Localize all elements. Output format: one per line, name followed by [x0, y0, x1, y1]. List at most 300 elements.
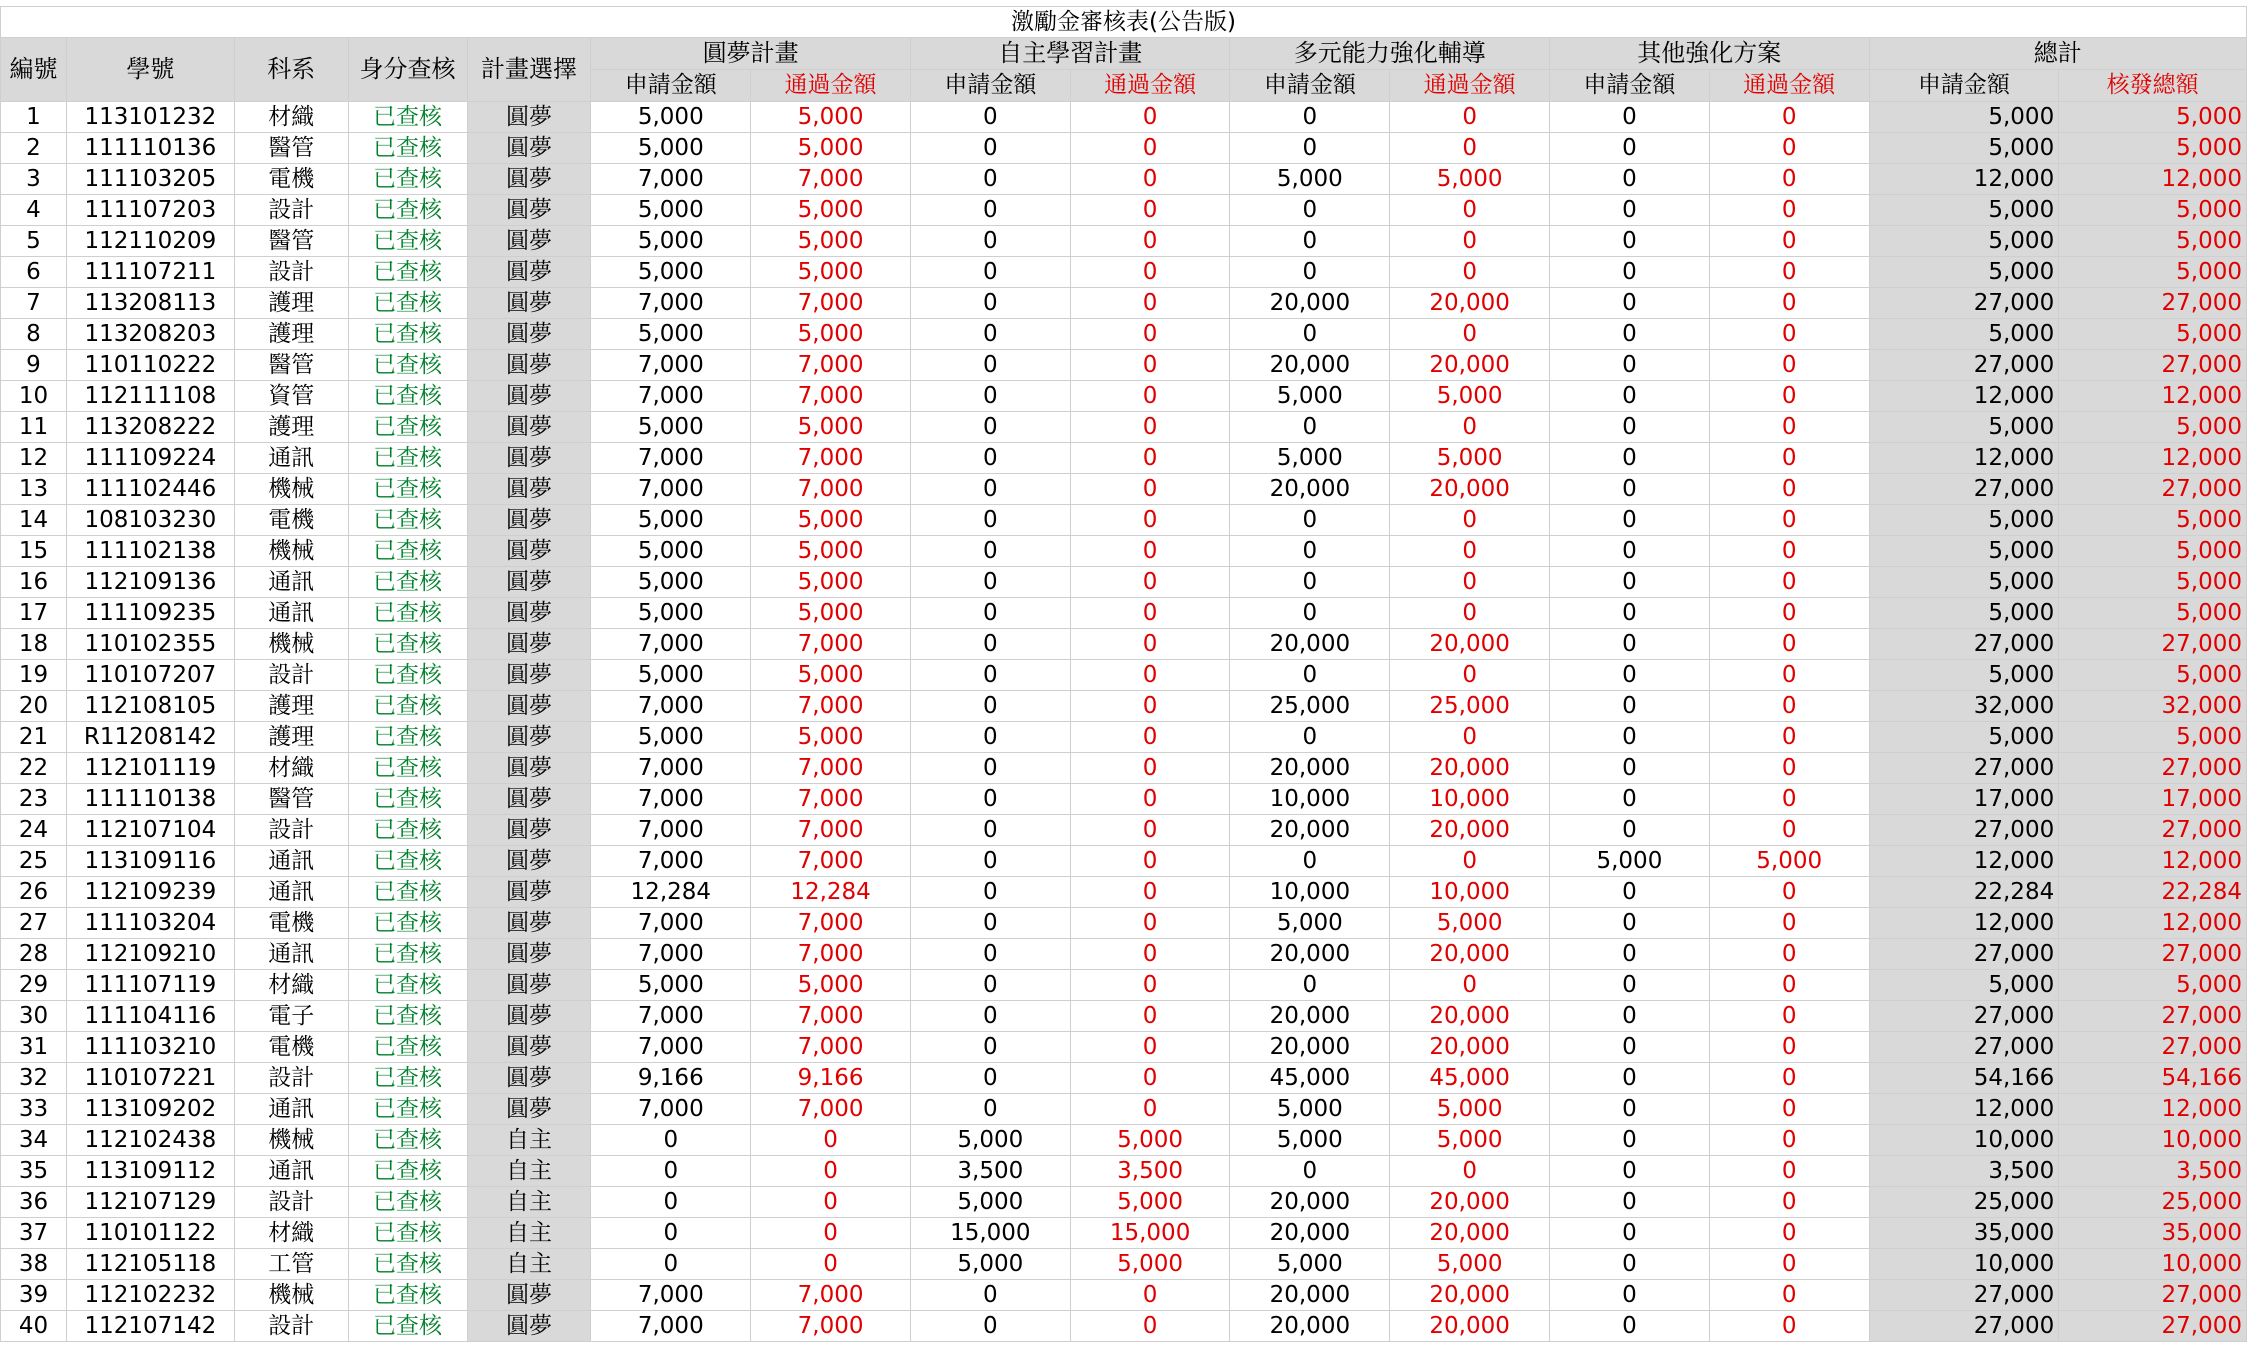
cell-plan-choice: 圓夢 — [467, 691, 591, 722]
cell-self-approved: 0 — [1070, 474, 1230, 505]
cell-multi-approved: 20,000 — [1390, 350, 1550, 381]
cell-dream-apply: 7,000 — [591, 784, 751, 815]
cell-total-apply: 27,000 — [1869, 1001, 2059, 1032]
cell-dream-apply: 7,000 — [591, 443, 751, 474]
cell-identity-check: 已查核 — [348, 970, 467, 1001]
cell-student-id: 113208222 — [66, 412, 234, 443]
cell-self-approved: 0 — [1070, 939, 1230, 970]
cell-no: 20 — [1, 691, 67, 722]
cell-no: 13 — [1, 474, 67, 505]
cell-other-approved: 0 — [1709, 1032, 1869, 1063]
table-row — [1, 288, 2247, 319]
cell-self-approved: 0 — [1070, 1311, 1230, 1342]
cell-self-apply: 0 — [910, 536, 1070, 567]
cell-other-approved: 0 — [1709, 195, 1869, 226]
cell-multi-approved: 0 — [1390, 598, 1550, 629]
cell-dream-apply: 7,000 — [591, 691, 751, 722]
cell-total-issued: 5,000 — [2059, 257, 2247, 288]
cell-total-issued: 10,000 — [2059, 1249, 2247, 1280]
cell-student-id: 111102138 — [66, 536, 234, 567]
subheader-approved: 通過金額 — [751, 70, 911, 102]
cell-identity-check: 已查核 — [348, 846, 467, 877]
cell-identity-check: 已查核 — [348, 598, 467, 629]
cell-total-issued: 5,000 — [2059, 226, 2247, 257]
cell-dream-approved: 5,000 — [751, 598, 911, 629]
cell-dream-approved: 7,000 — [751, 1311, 911, 1342]
cell-student-id: 112108105 — [66, 691, 234, 722]
table-row — [1, 226, 2247, 257]
cell-identity-check: 已查核 — [348, 474, 467, 505]
cell-self-approved: 0 — [1070, 133, 1230, 164]
table-row — [1, 1280, 2247, 1311]
cell-total-issued: 12,000 — [2059, 1094, 2247, 1125]
cell-other-apply: 0 — [1550, 288, 1710, 319]
cell-other-approved: 0 — [1709, 691, 1869, 722]
cell-self-apply: 5,000 — [910, 1187, 1070, 1218]
table-row — [1, 567, 2247, 598]
cell-student-id: 110110222 — [66, 350, 234, 381]
cell-department: 電機 — [234, 164, 348, 195]
cell-no: 37 — [1, 1218, 67, 1249]
cell-self-apply: 0 — [910, 102, 1070, 133]
table-row — [1, 815, 2247, 846]
cell-other-apply: 0 — [1550, 505, 1710, 536]
cell-multi-apply: 5,000 — [1230, 164, 1390, 195]
cell-other-apply: 5,000 — [1550, 846, 1710, 877]
cell-total-issued: 32,000 — [2059, 691, 2247, 722]
cell-multi-apply: 0 — [1230, 257, 1390, 288]
cell-multi-apply: 5,000 — [1230, 1249, 1390, 1280]
cell-student-id: 108103230 — [66, 505, 234, 536]
cell-student-id: 111102446 — [66, 474, 234, 505]
header-group-multi-ability: 多元能力強化輔導 — [1230, 38, 1550, 70]
cell-no: 18 — [1, 629, 67, 660]
cell-dream-apply: 5,000 — [591, 722, 751, 753]
cell-other-approved: 0 — [1709, 1311, 1869, 1342]
cell-multi-approved: 0 — [1390, 319, 1550, 350]
cell-other-apply: 0 — [1550, 753, 1710, 784]
cell-total-apply: 54,166 — [1869, 1063, 2059, 1094]
cell-multi-approved: 0 — [1390, 1156, 1550, 1187]
cell-dream-apply: 5,000 — [591, 412, 751, 443]
cell-dream-apply: 0 — [591, 1187, 751, 1218]
table-row — [1, 939, 2247, 970]
cell-no: 7 — [1, 288, 67, 319]
header-identity-check: 身分查核 — [348, 38, 467, 102]
cell-multi-approved: 5,000 — [1390, 1125, 1550, 1156]
cell-dream-approved: 5,000 — [751, 412, 911, 443]
cell-plan-choice: 圓夢 — [467, 164, 591, 195]
cell-plan-choice: 圓夢 — [467, 443, 591, 474]
cell-multi-approved: 0 — [1390, 846, 1550, 877]
cell-identity-check: 已查核 — [348, 1187, 467, 1218]
cell-plan-choice: 圓夢 — [467, 722, 591, 753]
cell-plan-choice: 圓夢 — [467, 1063, 591, 1094]
cell-multi-approved: 0 — [1390, 505, 1550, 536]
cell-self-approved: 0 — [1070, 319, 1230, 350]
cell-other-apply: 0 — [1550, 1032, 1710, 1063]
cell-identity-check: 已查核 — [348, 1156, 467, 1187]
cell-department: 護理 — [234, 722, 348, 753]
cell-student-id: 112105118 — [66, 1249, 234, 1280]
header-department: 科系 — [234, 38, 348, 102]
cell-self-approved: 0 — [1070, 660, 1230, 691]
cell-self-approved: 0 — [1070, 102, 1230, 133]
cell-other-apply: 0 — [1550, 164, 1710, 195]
cell-multi-apply: 20,000 — [1230, 350, 1390, 381]
cell-dream-apply: 5,000 — [591, 195, 751, 226]
cell-department: 機械 — [234, 1280, 348, 1311]
cell-dream-approved: 7,000 — [751, 691, 911, 722]
cell-identity-check: 已查核 — [348, 505, 467, 536]
cell-identity-check: 已查核 — [348, 1094, 467, 1125]
cell-self-apply: 0 — [910, 1094, 1070, 1125]
cell-multi-apply: 20,000 — [1230, 753, 1390, 784]
cell-identity-check: 已查核 — [348, 102, 467, 133]
cell-no: 14 — [1, 505, 67, 536]
subheader-apply: 申請金額 — [1550, 70, 1710, 102]
cell-total-apply: 5,000 — [1869, 319, 2059, 350]
table-row — [1, 133, 2247, 164]
cell-student-id: 113208113 — [66, 288, 234, 319]
cell-self-approved: 0 — [1070, 1094, 1230, 1125]
cell-self-approved: 0 — [1070, 288, 1230, 319]
cell-student-id: 110107221 — [66, 1063, 234, 1094]
cell-multi-apply: 0 — [1230, 660, 1390, 691]
cell-total-issued: 5,000 — [2059, 102, 2247, 133]
cell-other-approved: 0 — [1709, 1280, 1869, 1311]
cell-total-issued: 27,000 — [2059, 815, 2247, 846]
cell-total-apply: 5,000 — [1869, 505, 2059, 536]
cell-student-id: 112107142 — [66, 1311, 234, 1342]
cell-dream-approved: 5,000 — [751, 536, 911, 567]
table-row — [1, 970, 2247, 1001]
subheader-apply: 申請金額 — [1230, 70, 1390, 102]
cell-no: 31 — [1, 1032, 67, 1063]
cell-self-apply: 0 — [910, 1032, 1070, 1063]
cell-other-apply: 0 — [1550, 722, 1710, 753]
cell-total-apply: 12,000 — [1869, 164, 2059, 195]
cell-total-apply: 27,000 — [1869, 629, 2059, 660]
cell-department: 材織 — [234, 753, 348, 784]
cell-multi-apply: 45,000 — [1230, 1063, 1390, 1094]
cell-no: 35 — [1, 1156, 67, 1187]
cell-dream-approved: 5,000 — [751, 133, 911, 164]
cell-no: 17 — [1, 598, 67, 629]
cell-student-id: 113109112 — [66, 1156, 234, 1187]
cell-student-id: 111110136 — [66, 133, 234, 164]
cell-other-approved: 0 — [1709, 1001, 1869, 1032]
cell-plan-choice: 圓夢 — [467, 288, 591, 319]
cell-student-id: 112102438 — [66, 1125, 234, 1156]
cell-self-approved: 0 — [1070, 908, 1230, 939]
cell-self-apply: 0 — [910, 598, 1070, 629]
header-no: 編號 — [1, 38, 67, 102]
cell-plan-choice: 圓夢 — [467, 412, 591, 443]
cell-dream-approved: 5,000 — [751, 505, 911, 536]
cell-identity-check: 已查核 — [348, 1218, 467, 1249]
cell-self-approved: 0 — [1070, 257, 1230, 288]
cell-identity-check: 已查核 — [348, 567, 467, 598]
cell-other-approved: 0 — [1709, 939, 1869, 970]
cell-total-issued: 12,000 — [2059, 908, 2247, 939]
cell-dream-apply: 5,000 — [591, 567, 751, 598]
cell-plan-choice: 自主 — [467, 1249, 591, 1280]
cell-self-apply: 0 — [910, 133, 1070, 164]
cell-multi-approved: 20,000 — [1390, 939, 1550, 970]
cell-self-approved: 15,000 — [1070, 1218, 1230, 1249]
cell-identity-check: 已查核 — [348, 722, 467, 753]
cell-multi-apply: 20,000 — [1230, 1311, 1390, 1342]
cell-department: 材織 — [234, 102, 348, 133]
cell-multi-apply: 5,000 — [1230, 1094, 1390, 1125]
cell-identity-check: 已查核 — [348, 908, 467, 939]
table-row — [1, 319, 2247, 350]
cell-self-apply: 0 — [910, 1311, 1070, 1342]
cell-department: 機械 — [234, 1125, 348, 1156]
cell-dream-apply: 5,000 — [591, 536, 751, 567]
cell-multi-approved: 0 — [1390, 257, 1550, 288]
cell-multi-apply: 20,000 — [1230, 1032, 1390, 1063]
cell-plan-choice: 自主 — [467, 1125, 591, 1156]
cell-self-approved: 0 — [1070, 753, 1230, 784]
cell-other-approved: 0 — [1709, 102, 1869, 133]
cell-multi-approved: 0 — [1390, 226, 1550, 257]
cell-self-approved: 0 — [1070, 722, 1230, 753]
table-row — [1, 257, 2247, 288]
cell-self-approved: 0 — [1070, 350, 1230, 381]
cell-student-id: 111103210 — [66, 1032, 234, 1063]
cell-dream-approved: 5,000 — [751, 970, 911, 1001]
subheader-total-issued: 核發總額 — [2059, 70, 2247, 102]
cell-other-apply: 0 — [1550, 877, 1710, 908]
cell-no: 3 — [1, 164, 67, 195]
cell-dream-apply: 7,000 — [591, 939, 751, 970]
header-student-id: 學號 — [66, 38, 234, 102]
cell-other-approved: 0 — [1709, 412, 1869, 443]
cell-self-apply: 0 — [910, 691, 1070, 722]
cell-multi-approved: 20,000 — [1390, 1187, 1550, 1218]
cell-multi-apply: 20,000 — [1230, 939, 1390, 970]
cell-total-issued: 5,000 — [2059, 319, 2247, 350]
cell-identity-check: 已查核 — [348, 877, 467, 908]
cell-other-approved: 0 — [1709, 1156, 1869, 1187]
cell-multi-apply: 0 — [1230, 412, 1390, 443]
cell-department: 護理 — [234, 319, 348, 350]
cell-total-apply: 5,000 — [1869, 970, 2059, 1001]
cell-plan-choice: 圓夢 — [467, 350, 591, 381]
cell-multi-approved: 5,000 — [1390, 1094, 1550, 1125]
cell-no: 19 — [1, 660, 67, 691]
header-plan-choice: 計畫選擇 — [467, 38, 591, 102]
cell-student-id: 110101122 — [66, 1218, 234, 1249]
cell-identity-check: 已查核 — [348, 443, 467, 474]
cell-multi-apply: 5,000 — [1230, 908, 1390, 939]
cell-multi-approved: 20,000 — [1390, 288, 1550, 319]
cell-total-issued: 12,000 — [2059, 443, 2247, 474]
cell-multi-approved: 0 — [1390, 567, 1550, 598]
cell-dream-approved: 7,000 — [751, 939, 911, 970]
cell-total-apply: 5,000 — [1869, 257, 2059, 288]
cell-other-apply: 0 — [1550, 1001, 1710, 1032]
table-row — [1, 1032, 2247, 1063]
cell-total-issued: 27,000 — [2059, 1032, 2247, 1063]
cell-multi-approved: 45,000 — [1390, 1063, 1550, 1094]
cell-self-apply: 5,000 — [910, 1125, 1070, 1156]
cell-department: 醫管 — [234, 226, 348, 257]
cell-self-apply: 0 — [910, 288, 1070, 319]
cell-plan-choice: 圓夢 — [467, 133, 591, 164]
cell-department: 護理 — [234, 691, 348, 722]
cell-self-approved: 0 — [1070, 1032, 1230, 1063]
cell-total-apply: 27,000 — [1869, 939, 2059, 970]
cell-other-approved: 0 — [1709, 784, 1869, 815]
cell-dream-apply: 7,000 — [591, 474, 751, 505]
table-row — [1, 1311, 2247, 1342]
cell-plan-choice: 圓夢 — [467, 877, 591, 908]
cell-other-apply: 0 — [1550, 536, 1710, 567]
cell-other-apply: 0 — [1550, 691, 1710, 722]
cell-total-apply: 27,000 — [1869, 350, 2059, 381]
cell-department: 電機 — [234, 1032, 348, 1063]
cell-student-id: 111109224 — [66, 443, 234, 474]
cell-total-apply: 35,000 — [1869, 1218, 2059, 1249]
cell-other-apply: 0 — [1550, 1280, 1710, 1311]
cell-identity-check: 已查核 — [348, 257, 467, 288]
cell-identity-check: 已查核 — [348, 412, 467, 443]
cell-self-approved: 0 — [1070, 226, 1230, 257]
header-group-dream-plan: 圓夢計畫 — [591, 38, 911, 70]
cell-other-approved: 0 — [1709, 567, 1869, 598]
cell-multi-approved: 20,000 — [1390, 1001, 1550, 1032]
cell-total-issued: 35,000 — [2059, 1218, 2247, 1249]
subheader-total-apply: 申請金額 — [1869, 70, 2059, 102]
cell-multi-apply: 0 — [1230, 133, 1390, 164]
cell-multi-apply: 20,000 — [1230, 629, 1390, 660]
cell-multi-apply: 5,000 — [1230, 1125, 1390, 1156]
cell-self-apply: 0 — [910, 1001, 1070, 1032]
table-row — [1, 1125, 2247, 1156]
cell-self-apply: 0 — [910, 722, 1070, 753]
table-row — [1, 691, 2247, 722]
cell-total-apply: 27,000 — [1869, 288, 2059, 319]
cell-other-approved: 0 — [1709, 257, 1869, 288]
cell-self-approved: 0 — [1070, 381, 1230, 412]
cell-self-approved: 0 — [1070, 1063, 1230, 1094]
cell-no: 6 — [1, 257, 67, 288]
cell-self-apply: 0 — [910, 226, 1070, 257]
cell-department: 通訊 — [234, 567, 348, 598]
cell-total-apply: 25,000 — [1869, 1187, 2059, 1218]
cell-self-apply: 0 — [910, 567, 1070, 598]
cell-department: 護理 — [234, 412, 348, 443]
cell-department: 機械 — [234, 474, 348, 505]
cell-total-issued: 22,284 — [2059, 877, 2247, 908]
cell-dream-approved: 5,000 — [751, 226, 911, 257]
cell-no: 10 — [1, 381, 67, 412]
cell-total-apply: 17,000 — [1869, 784, 2059, 815]
cell-dream-apply: 5,000 — [591, 257, 751, 288]
cell-dream-apply: 7,000 — [591, 1311, 751, 1342]
cell-identity-check: 已查核 — [348, 1001, 467, 1032]
cell-plan-choice: 圓夢 — [467, 1311, 591, 1342]
cell-department: 資管 — [234, 381, 348, 412]
cell-student-id: 113101232 — [66, 102, 234, 133]
cell-student-id: 112101119 — [66, 753, 234, 784]
cell-other-apply: 0 — [1550, 1094, 1710, 1125]
cell-total-apply: 27,000 — [1869, 1280, 2059, 1311]
cell-other-approved: 0 — [1709, 1063, 1869, 1094]
table-row — [1, 1001, 2247, 1032]
cell-multi-apply: 0 — [1230, 505, 1390, 536]
cell-self-approved: 5,000 — [1070, 1187, 1230, 1218]
cell-dream-approved: 0 — [751, 1187, 911, 1218]
cell-dream-approved: 7,000 — [751, 1001, 911, 1032]
cell-other-approved: 0 — [1709, 288, 1869, 319]
cell-dream-approved: 0 — [751, 1156, 911, 1187]
header-group-self-learning: 自主學習計畫 — [910, 38, 1230, 70]
cell-plan-choice: 圓夢 — [467, 784, 591, 815]
cell-total-apply: 12,000 — [1869, 381, 2059, 412]
cell-no: 23 — [1, 784, 67, 815]
cell-identity-check: 已查核 — [348, 1311, 467, 1342]
cell-dream-apply: 12,284 — [591, 877, 751, 908]
cell-multi-approved: 20,000 — [1390, 474, 1550, 505]
cell-self-approved: 0 — [1070, 846, 1230, 877]
cell-self-apply: 0 — [910, 381, 1070, 412]
cell-total-issued: 5,000 — [2059, 970, 2247, 1001]
cell-department: 機械 — [234, 629, 348, 660]
cell-multi-apply: 0 — [1230, 567, 1390, 598]
cell-other-apply: 0 — [1550, 629, 1710, 660]
table-row — [1, 753, 2247, 784]
cell-multi-approved: 0 — [1390, 970, 1550, 1001]
cell-department: 醫管 — [234, 133, 348, 164]
cell-total-issued: 27,000 — [2059, 288, 2247, 319]
cell-dream-apply: 7,000 — [591, 1094, 751, 1125]
cell-self-approved: 5,000 — [1070, 1125, 1230, 1156]
subheader-approved: 通過金額 — [1390, 70, 1550, 102]
cell-no: 30 — [1, 1001, 67, 1032]
cell-total-apply: 5,000 — [1869, 567, 2059, 598]
cell-multi-apply: 10,000 — [1230, 877, 1390, 908]
table-row — [1, 908, 2247, 939]
cell-plan-choice: 圓夢 — [467, 908, 591, 939]
cell-self-approved: 0 — [1070, 784, 1230, 815]
cell-other-apply: 0 — [1550, 908, 1710, 939]
table-row — [1, 474, 2247, 505]
cell-self-approved: 0 — [1070, 412, 1230, 443]
cell-other-apply: 0 — [1550, 443, 1710, 474]
cell-total-issued: 25,000 — [2059, 1187, 2247, 1218]
cell-department: 設計 — [234, 1311, 348, 1342]
cell-department: 電子 — [234, 1001, 348, 1032]
cell-other-approved: 0 — [1709, 443, 1869, 474]
subheader-approved: 通過金額 — [1709, 70, 1869, 102]
cell-self-apply: 0 — [910, 784, 1070, 815]
cell-multi-approved: 10,000 — [1390, 784, 1550, 815]
table-row — [1, 505, 2247, 536]
cell-total-issued: 17,000 — [2059, 784, 2247, 815]
cell-other-apply: 0 — [1550, 815, 1710, 846]
cell-total-apply: 5,000 — [1869, 722, 2059, 753]
cell-dream-approved: 7,000 — [751, 164, 911, 195]
cell-multi-approved: 20,000 — [1390, 1311, 1550, 1342]
cell-department: 設計 — [234, 1187, 348, 1218]
cell-other-approved: 0 — [1709, 629, 1869, 660]
cell-total-issued: 5,000 — [2059, 536, 2247, 567]
cell-other-apply: 0 — [1550, 474, 1710, 505]
